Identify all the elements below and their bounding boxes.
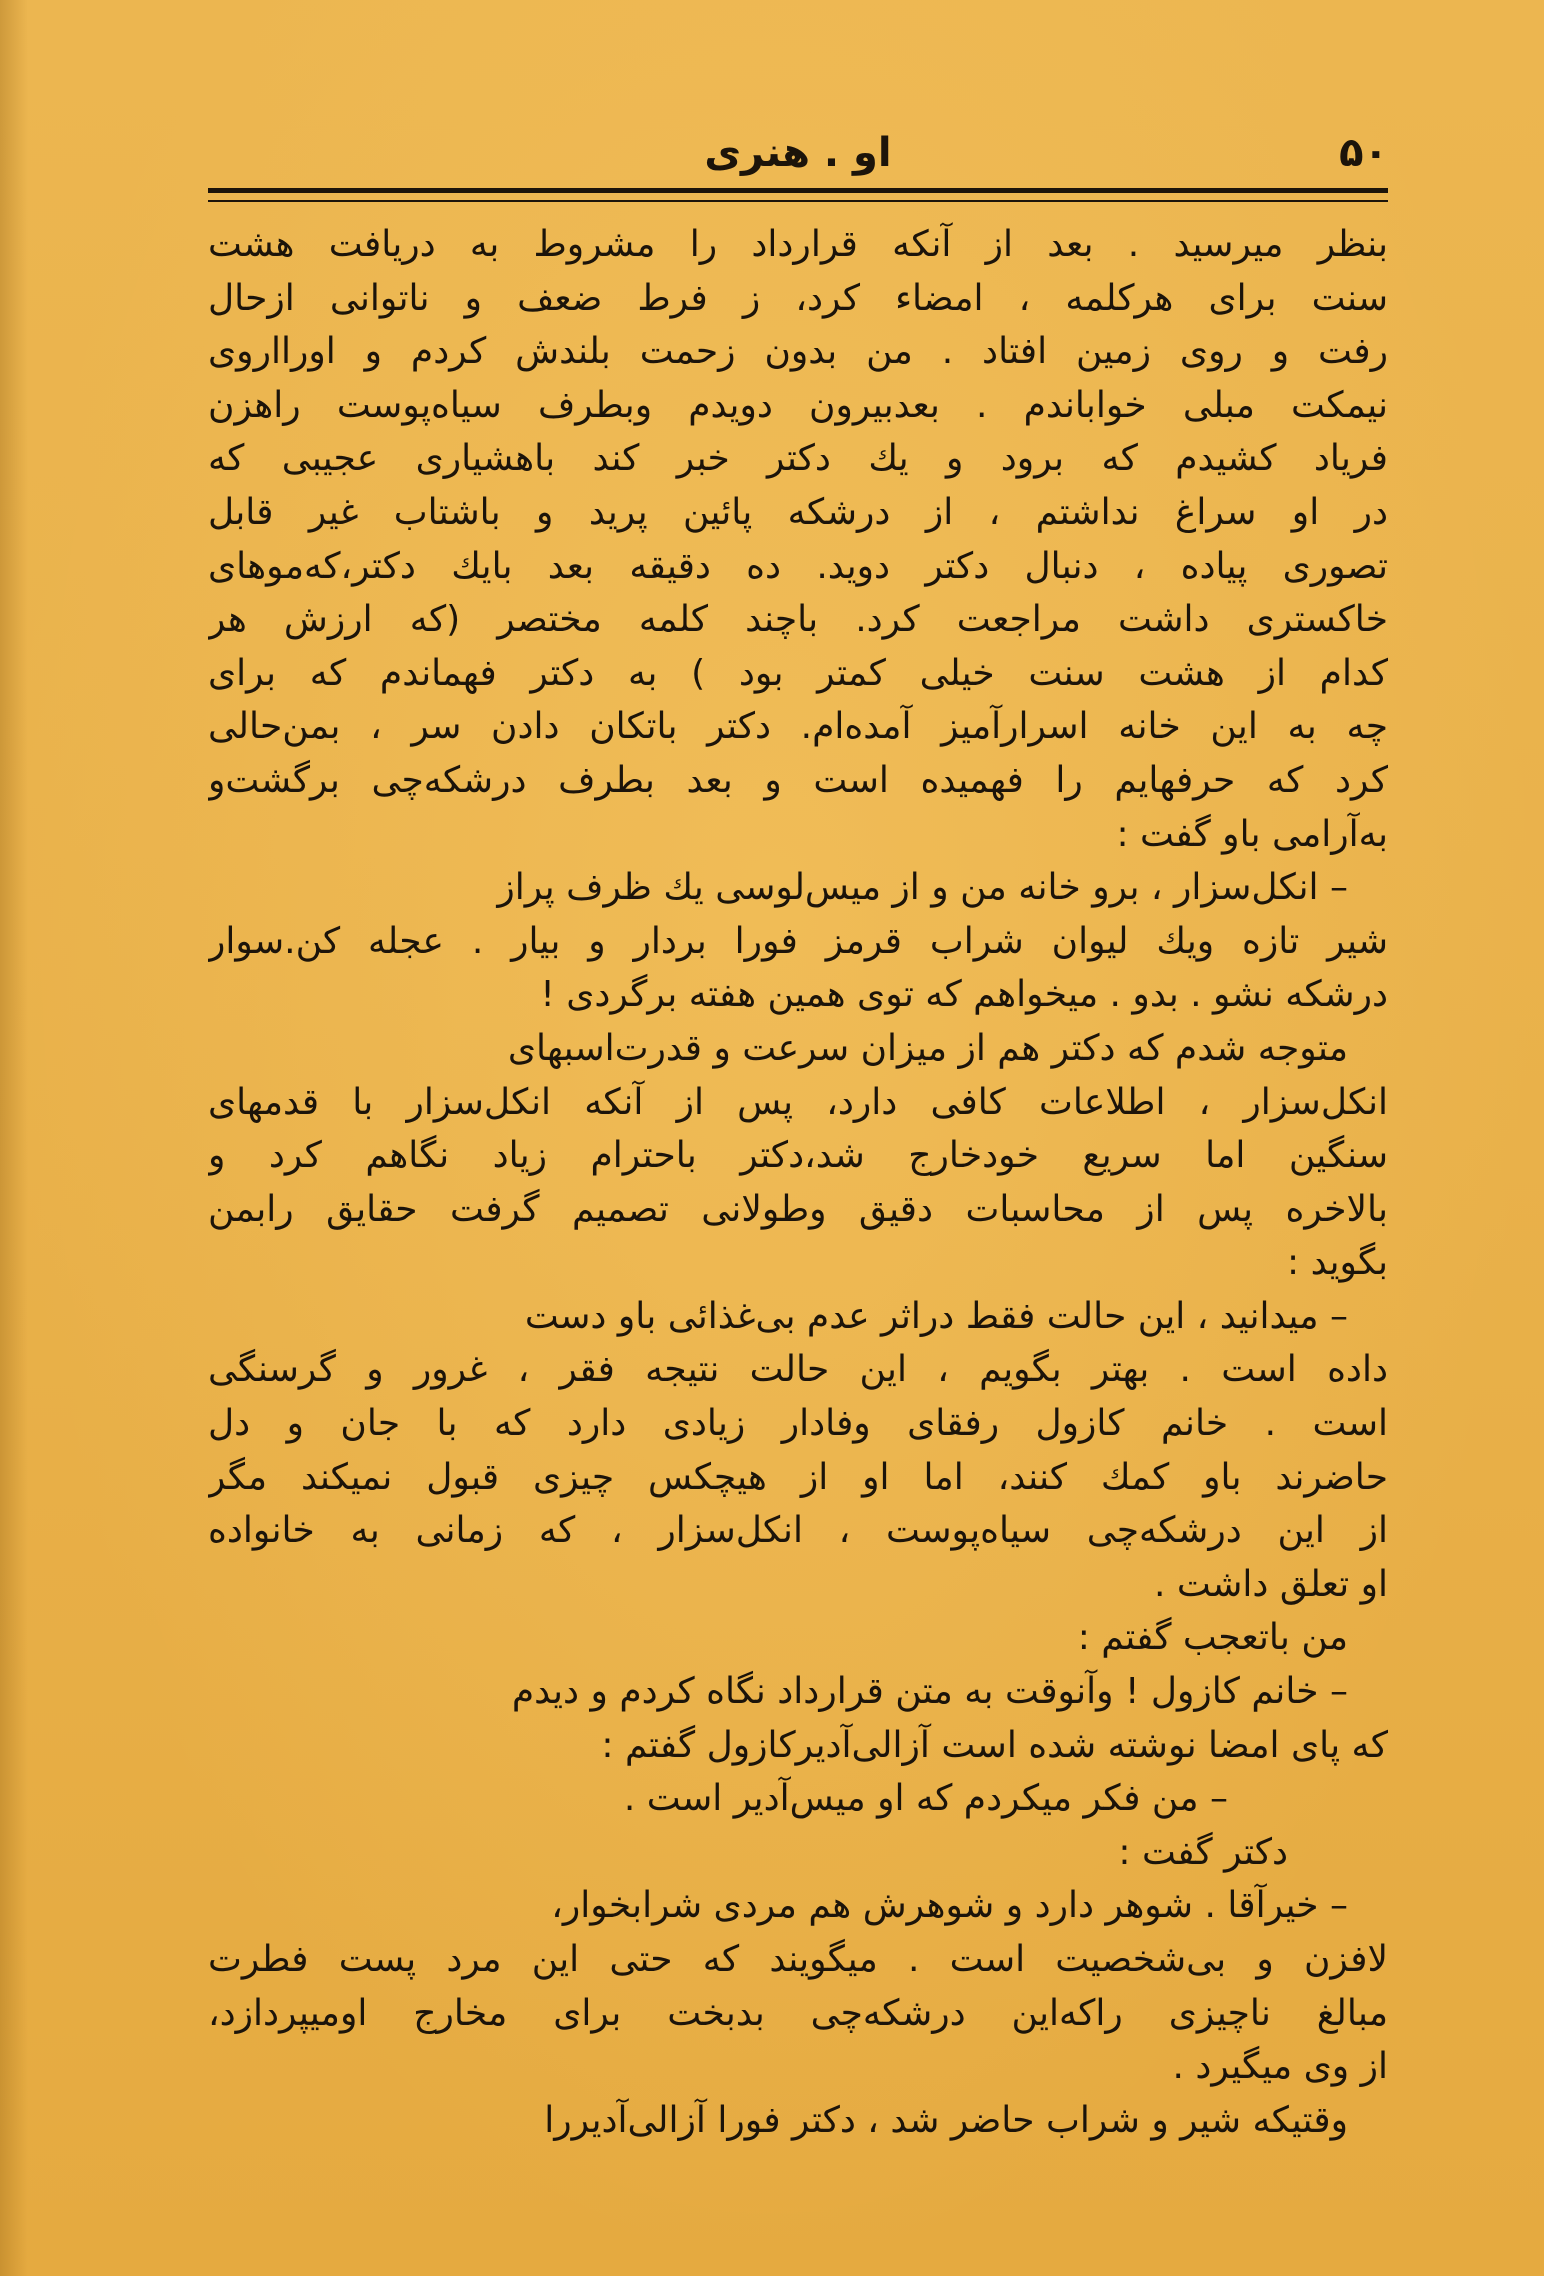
header-rule-thin [208,200,1388,202]
text-line: سنگین اما سریع خودخارج شد،دکتر باحترام زیاد نگاهم کرد و [208,1135,1388,1177]
text-line: از این درشکه‌چی سیاه‌پوست ، انکل‌سزار ، که زمانی به خانواده [208,1510,1388,1552]
text-line: انکل‌سزار ، اطلاعات کافی دارد، پس از آنکه انکل‌سزار با قدمهای [208,1081,1388,1123]
text-line: خاکستری داشت مراجعت کرد. باچند کلمه مختصر (که ارزش هر [208,599,1388,641]
text-line: حاضرند باو کمك کنند، اما او از هیچکس چیزی قبول نمیکند مگر [208,1456,1388,1498]
text-line: درشکه نشو . بدو . میخواهم که توی همین هفته برگردی ! [540,974,1388,1016]
text-line: است . خانم کازول رفقای وفادار زیادی دارد که با جان و دل [208,1403,1388,1445]
text-line: نیمکت مبلی خواباندم . بعدبیرون دویدم وبطرف سیاه‌پوست راهزن [208,384,1388,426]
text-line: که پای امضا نوشته شده است آزالی‌آدیرکازول گفتم : [601,1724,1388,1766]
text-line: – میدانید ، این حالت فقط دراثر عدم بی‌غذائی باو دست [524,1295,1348,1337]
text-line: وقتیکه شیر و شراب حاضر شد ، دکتر فورا آزالی‌آدیررا [544,2099,1348,2141]
text-line: مبالغ ناچیزی راکه‌این درشکه‌چی بدبخت برای مخارج اومیپردازد، [208,1992,1388,2034]
text-line: لافزن و بی‌شخصیت است . میگویند که حتی این مرد پست فطرت [208,1939,1388,1980]
page-header [208,130,1388,190]
text-line: شیر تازه ویك لیوان شراب قرمز فورا بردار و بیار . عجله کن.سوار [208,920,1388,962]
text-line: از وی میگیرد . [1172,2046,1388,2088]
text-line: بگوید : [1287,1242,1388,1284]
text-line: متوجه شدم که دکتر هم از میزان سرعت و قدرت‌اسبهای [507,1027,1348,1069]
text-line: رفت و روی زمین افتاد . من بدون زحمت بلندش کردم و اورااروی [208,331,1388,373]
text-line: دکتر گفت : [1118,1831,1288,1873]
text-line: کدام از هشت سنت خیلی کمتر بود ) به دکتر فهماندم که برای [208,652,1388,694]
text-line: به‌آرامی باو گفت : [1116,813,1388,855]
text-line: – خانم کازول ! وآنوقت به متن قرارداد نگاه کردم و دیدم [511,1671,1348,1713]
text-line: سنت برای هرکلمه ، امضاء کرد، ز فرط ضعف و ناتوانی ازحال [208,277,1388,319]
text-line: – من فکر میکردم که او میس‌آدیر است . [623,1778,1228,1820]
body-text [208,218,1388,2147]
text-line: بنظر میرسید . بعد از آنکه قرارداد را مشروط به دریافت هشت [208,224,1388,265]
page-number: ۵۰ [1339,130,1388,176]
text-line: – خیرآقا . شوهر دارد و شوهرش هم مردی شرابخوار، [551,1885,1348,1927]
text-line: تصوری پیاده ، دنبال دکتر دوید. ده دقیقه بعد بایك دکتر،که‌موهای [208,545,1388,587]
text-line: داده است . بهتر بگویم ، این حالت نتیجه فقر ، غرور و گرسنگی [208,1349,1388,1391]
text-line: بالاخره پس از محاسبات دقیق وطولانی تصمیم گرفت حقایق رابمن [208,1188,1388,1230]
text-line: کرد که حرفهایم را فهمیده است و بعد بطرف درشکه‌چی برگشت‌و [208,759,1388,801]
text-line: – انکل‌سزار ، برو خانه من و از میس‌لوسی یك ظرف پراز [497,867,1348,909]
page-edge-shadow [0,0,28,2276]
text-line: چه به این خانه اسرارآمیز آمده‌ام. دکتر باتکان دادن سر ، بمن‌حالی [208,706,1388,748]
running-title: او . هنری [704,130,892,176]
text-line: در او سراغ نداشتم ، از درشکه پائین پرید و باشتاب غیر قابل [208,491,1388,533]
header-rule-thick [208,188,1388,193]
text-line: او تعلق داشت . [1153,1563,1388,1605]
text-line: من باتعجب گفتم : [1077,1617,1348,1659]
text-line: فریاد کشیدم که برود و یك دکتر خبر کند باهشیاری عجیبی که [208,438,1388,480]
